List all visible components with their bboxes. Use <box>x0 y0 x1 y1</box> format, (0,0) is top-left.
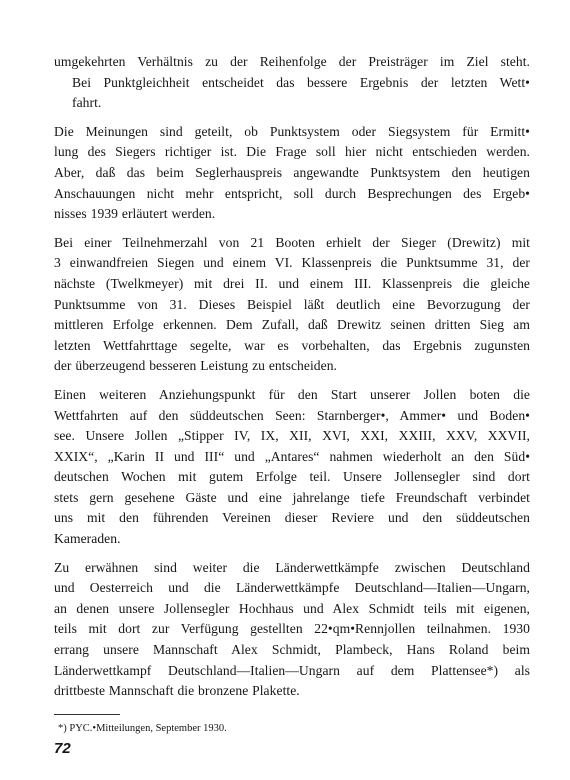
page-body <box>54 52 530 702</box>
text-line: Punktsumme von 31. Dieses Beispiel läßt deutlich eine Bevorzugung der <box>54 296 530 312</box>
text-line: Einen weiteren Anziehungspunkt für den Start unserer Jollen boten die <box>54 386 530 402</box>
text-line: 3 einwandfreien Siegen und einem VI. Klassenpreis die Punktsumme 31, der <box>54 255 530 271</box>
text-line: Die Meinungen sind geteilt, ob Punktsystem oder Siegsystem für Ermitt• <box>54 123 530 139</box>
text-line: Zu erwähnen sind weiter die Länderwettkämpfe zwischen Deutschland <box>54 559 530 575</box>
text-line: XXIX“, „Karin II und III“ und „Antares“ nahmen wiederholt an den Süd• <box>54 448 530 464</box>
text-line: nisses 1939 erläutert werden. <box>54 206 216 222</box>
text-line: drittbeste Mannschaft die bronzene Plakette. <box>54 683 300 699</box>
text-line: uns mit den führenden Vereinen dieser Reviere und den süddeutschen <box>54 510 530 526</box>
paragraph-5 <box>54 558 530 702</box>
text-line: Bei Punktgleichheit entscheidet das bessere Ergebnis der letzten Wett• <box>72 74 530 90</box>
text-line: stets gern gesehene Gäste und eine jahrelange tiefe Freundschaft verbindet <box>54 489 530 505</box>
text-line: umgekehrten Verhältnis zu der Reihenfolge der Preisträger im Ziel steht. <box>54 54 530 69</box>
text-line: Aber, daß das beim Seglerhauspreis angewandte Punktsystem den heutigen <box>54 164 530 180</box>
text-line: deutschen Wochen mit gutem Erfolge teil. Unsere Jollensegler sind dort <box>54 469 530 485</box>
text-line: der überzeugend besseren Leistung zu entscheiden. <box>54 358 338 374</box>
text-line: see. Unsere Jollen „Stipper IV, IX, XII, XVI, XXI, XXIII, XXV, XXVII, <box>54 428 530 444</box>
page-number: 72 <box>54 740 71 757</box>
paragraph-3 <box>54 233 530 377</box>
text-line: fahrt. <box>72 95 102 111</box>
text-line: Bei einer Teilnehmerzahl von 21 Booten erhielt der Sieger (Drewitz) mit <box>54 234 530 250</box>
text-line: Anschauungen nicht mehr entspricht, soll durch Besprechungen des Ergeb• <box>54 185 530 201</box>
footnote-divider <box>54 714 120 715</box>
text-line: mittleren Erfolge erkennen. Dem Zufall, daß Drewitz seinen dritten Sieg am <box>54 317 530 333</box>
text-line: errang unsere Mannschaft Alex Schmidt, Plambeck, Hans Roland beim <box>54 642 530 658</box>
text-line: teils mit dort zur Verfügung gestellten 22•qm•Rennjollen teilnahmen. 1930 <box>54 621 530 637</box>
text-line: lung des Siegers richtiger ist. Die Frage soll hier nicht entschieden werden. <box>54 144 530 160</box>
text-line: letzten Wettfahrttage segelte, war es vorbehalten, das Ergebnis zugunsten <box>54 337 530 353</box>
text-line: an denen unsere Jollensegler Hochhaus und Alex Schmidt teils mit eigenen, <box>54 600 530 616</box>
paragraph-1 <box>54 52 530 114</box>
footnote: *) PYC.•Mitteilungen, September 1930. <box>58 723 227 734</box>
text-line: Kameraden. <box>54 531 121 547</box>
text-line: Länderwettkampf Deutschland—Italien—Ungarn auf dem Plattensee*) als <box>54 662 530 678</box>
text-line: und Oesterreich und die Länderwettkämpfe Deutschland—Italien—Ungarn, <box>54 580 530 596</box>
text-line: nächste (Twelkmeyer) mit drei II. und einem III. Klassenpreis die gleiche <box>54 275 530 291</box>
paragraph-4 <box>54 385 530 550</box>
text-line: Wettfahrten auf den süddeutschen Seen: Starnberger•, Ammer• und Boden• <box>54 407 530 423</box>
paragraph-2 <box>54 122 530 225</box>
